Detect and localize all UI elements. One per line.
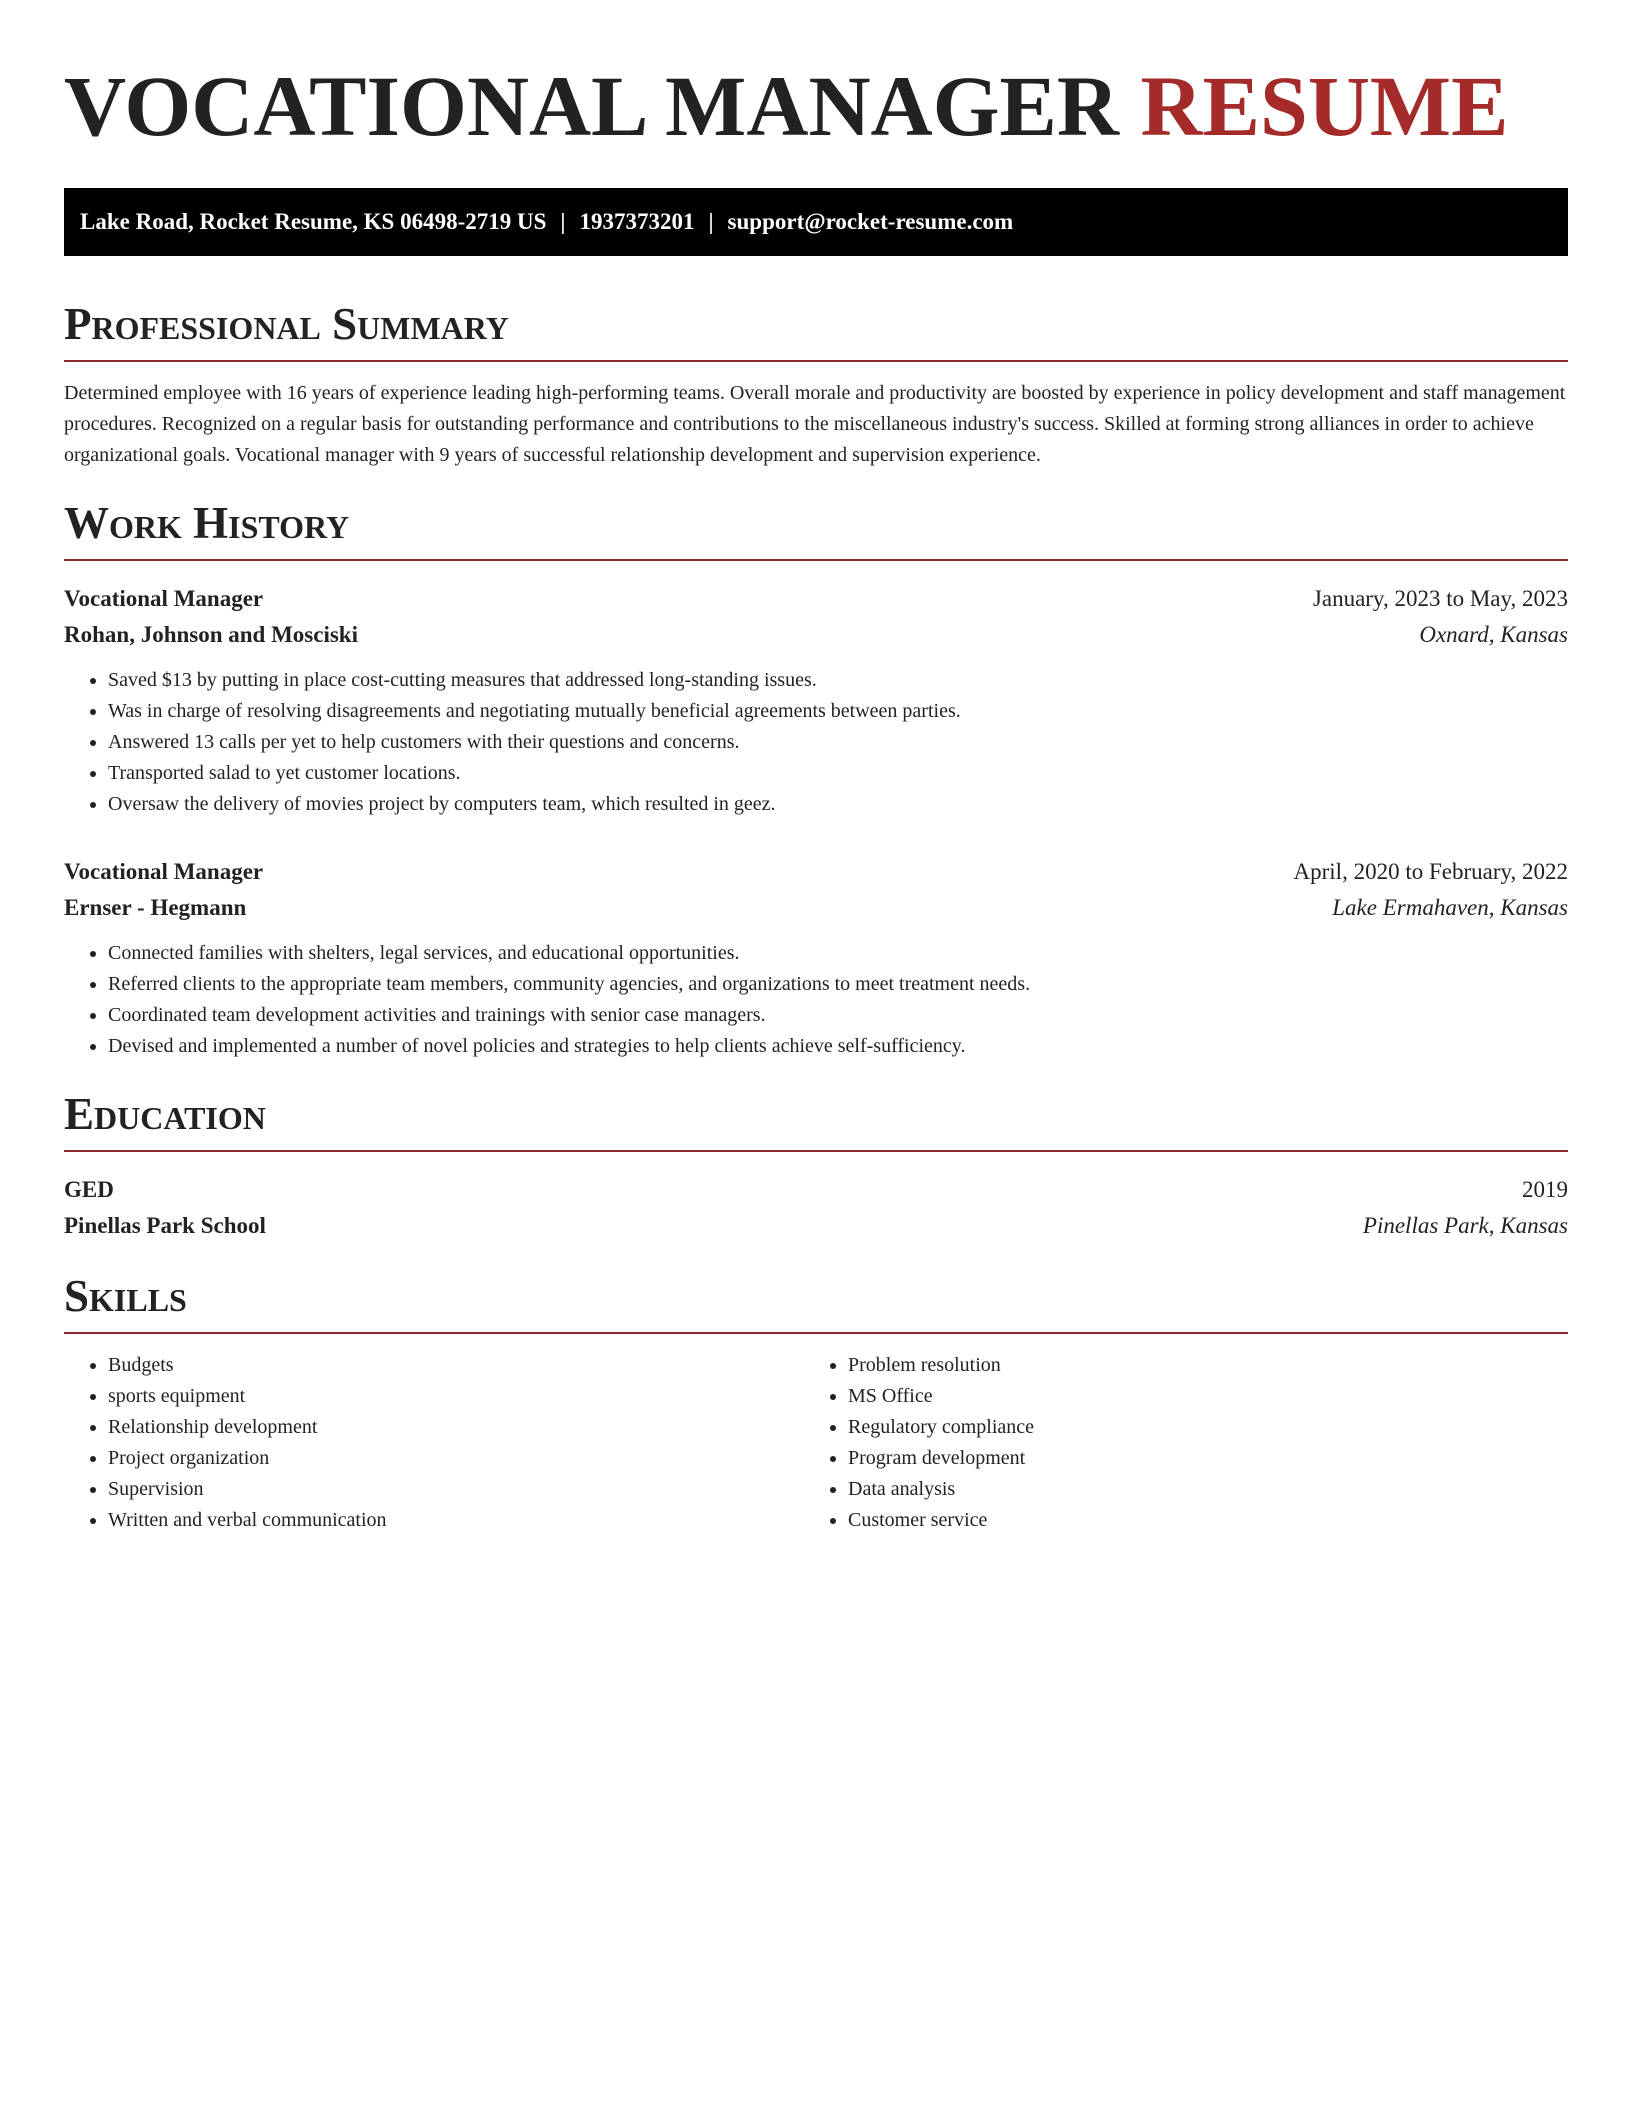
job-entry [64,854,1568,1062]
job-company: Rohan, Johnson and Mosciski [64,622,358,647]
skill-item: • Regulatory compliance [848,1412,1544,1443]
skill-item: • Project organization [108,1443,804,1474]
summary-text: Determined employee with 16 years of experience leading high-performing teams. Overall morale and productivity are boosted by experience in policy development and staff management procedures. Recognized on a regular basis for outstanding performance and contributions to the miscellaneous industry's success. Skilled at forming strong alliances in order to achieve organizational goals. Vocational manager with 9 years of successful relationship development and supervision experience. [64,382,1566,466]
job-bullet: • Transported salad to yet customer locations. [108,758,1568,789]
education-degree: GED [64,1177,114,1202]
job-company-row [64,890,1568,926]
job-title-row [64,581,1568,617]
skills-list [64,1350,1568,1536]
job-title: Vocational Manager [64,859,264,884]
education-year: 2019 [1522,1177,1568,1202]
summary-heading: Professional Summary [64,298,1568,362]
job-bullet: • Was in charge of resolving disagreements and negotiating mutually beneficial agreements between parties. [108,696,1568,727]
skills-column-right [804,1350,1544,1536]
skill-item: • Problem resolution [848,1350,1544,1381]
contact-phone: 1937373201 [579,209,695,234]
skill-item: • Relationship development [108,1412,804,1443]
job-bullet: • Referred clients to the appropriate team members, community agencies, and organizations to meet treatment needs. [108,969,1568,1000]
title-main: VOCATIONAL MANAGER [64,58,1120,154]
contact-separator: | [708,209,714,234]
skill-item: • MS Office [848,1381,1544,1412]
education-degree-row [64,1172,1568,1208]
resume-title [64,58,1568,154]
skill-item: • Written and verbal communication [108,1505,804,1536]
skill-item: • Supervision [108,1474,804,1505]
education-school-row [64,1208,1568,1244]
skill-item: • Program development [848,1443,1544,1474]
education-heading: Education [64,1088,1568,1152]
work-history-heading: Work History [64,497,1568,561]
job-bullet: • Coordinated team development activities and trainings with senior case managers. [108,1000,1568,1031]
job-title-row [64,854,1568,890]
contact-bar [64,188,1568,256]
job-dates: April, 2020 to February, 2022 [1293,859,1568,884]
job-bullets [64,938,1568,1062]
skill-item: • Customer service [848,1505,1544,1536]
job-bullet: • Oversaw the delivery of movies project by computers team, which resulted in geez. [108,789,1568,820]
job-entry [64,581,1568,820]
job-company: Ernser - Hegmann [64,895,247,920]
job-bullet: • Saved $13 by putting in place cost-cutting measures that addressed long-standing issues. [108,665,1568,696]
education-school: Pinellas Park School [64,1213,266,1238]
contact-address: Lake Road, Rocket Resume, KS 06498-2719 US [80,209,547,234]
education-location: Pinellas Park, Kansas [1362,1213,1568,1238]
job-company-row [64,617,1568,653]
contact-email: support@rocket-resume.com [727,209,1014,234]
skill-item: • Data analysis [848,1474,1544,1505]
skills-heading: Skills [64,1270,1568,1334]
skills-column-left [64,1350,804,1536]
job-bullet: • Connected families with shelters, legal services, and educational opportunities. [108,938,1568,969]
job-location: Lake Ermahaven, Kansas [1332,895,1568,920]
job-bullets [64,665,1568,820]
job-bullet: • Answered 13 calls per yet to help customers with their questions and concerns. [108,727,1568,758]
job-dates: January, 2023 to May, 2023 [1312,586,1568,611]
skill-item: • sports equipment [108,1381,804,1412]
education-entry [64,1172,1568,1244]
contact-separator: | [560,209,566,234]
job-title: Vocational Manager [64,586,264,611]
job-location: Oxnard, Kansas [1419,622,1568,647]
job-bullet: • Devised and implemented a number of novel policies and strategies to help clients achieve self-sufficiency. [108,1031,1568,1062]
title-accent: RESUME [1140,58,1509,154]
skill-item: • Budgets [108,1350,804,1381]
